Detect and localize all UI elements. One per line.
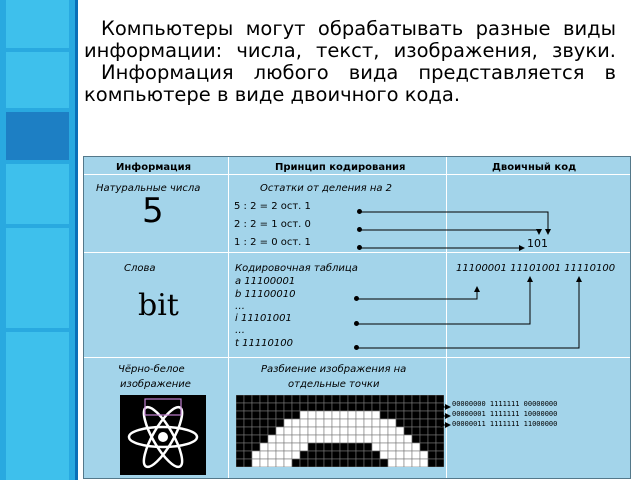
- header-information: Информация: [116, 162, 191, 173]
- sidebar-block: [6, 164, 69, 224]
- sidebar-decoration: [0, 0, 75, 480]
- code-table-entry: b 11100010: [235, 289, 296, 300]
- code-table-ellipsis: …: [235, 301, 245, 312]
- sidebar-block: [6, 112, 69, 160]
- code-table-ellipsis: …: [235, 325, 245, 336]
- row-words-type: Слова: [124, 263, 156, 274]
- code-table-entry: i 11101001: [235, 313, 292, 324]
- sidebar-divider: [75, 0, 78, 480]
- header-binary-code: Двоичный код: [492, 162, 577, 173]
- row-image-principle-line1: Разбиение изображения на: [261, 364, 407, 375]
- sidebar-block: [6, 228, 69, 328]
- row-image-principle-line2: отдельные точки: [288, 379, 380, 390]
- sidebar-block: [6, 52, 69, 108]
- row-numbers-type: Натуральные числа: [96, 183, 201, 194]
- image-code-line: 00000001 1111111 10000000: [452, 410, 558, 418]
- intro-paragraph-2: Информация любого вида представляется в компьютере в виде двоичного кода.: [84, 61, 616, 106]
- sidebar-block: [6, 0, 69, 48]
- row-numbers-code: 101: [527, 237, 548, 250]
- division-step: 1 : 2 = 0 ост. 1: [234, 237, 311, 248]
- row-image-type-line1: Чёрно-белое: [118, 364, 185, 375]
- row-words-code: 11100001 11101001 11110100: [456, 263, 616, 274]
- code-table-entry: a 11100001: [235, 276, 296, 287]
- code-table-entry: t 11110100: [235, 338, 293, 349]
- arrow-connectors: [84, 157, 630, 478]
- division-step: 5 : 2 = 2 ост. 1: [234, 201, 311, 212]
- row-words-sample: bit: [138, 288, 179, 323]
- encoding-table: [83, 156, 631, 479]
- image-code-line: 00000011 1111111 11000000: [452, 420, 558, 428]
- intro-text: [84, 18, 616, 106]
- row-numbers-principle: Остатки от деления на 2: [260, 183, 393, 194]
- row-words-principle: Кодировочная таблица: [235, 263, 358, 274]
- image-code-line: 00000000 1111111 00000000: [452, 400, 558, 408]
- header-principle: Принцип кодирования: [275, 162, 406, 173]
- row-numbers-sample: 5: [142, 191, 164, 231]
- division-step: 2 : 2 = 1 ост. 0: [234, 219, 311, 230]
- intro-paragraph-1: Компьютеры могут обрабатывать разные виды информации: числа, текст, изображения, звуки.: [84, 17, 616, 62]
- sidebar-block: [6, 332, 69, 480]
- row-image-type-line2: изображение: [120, 379, 191, 390]
